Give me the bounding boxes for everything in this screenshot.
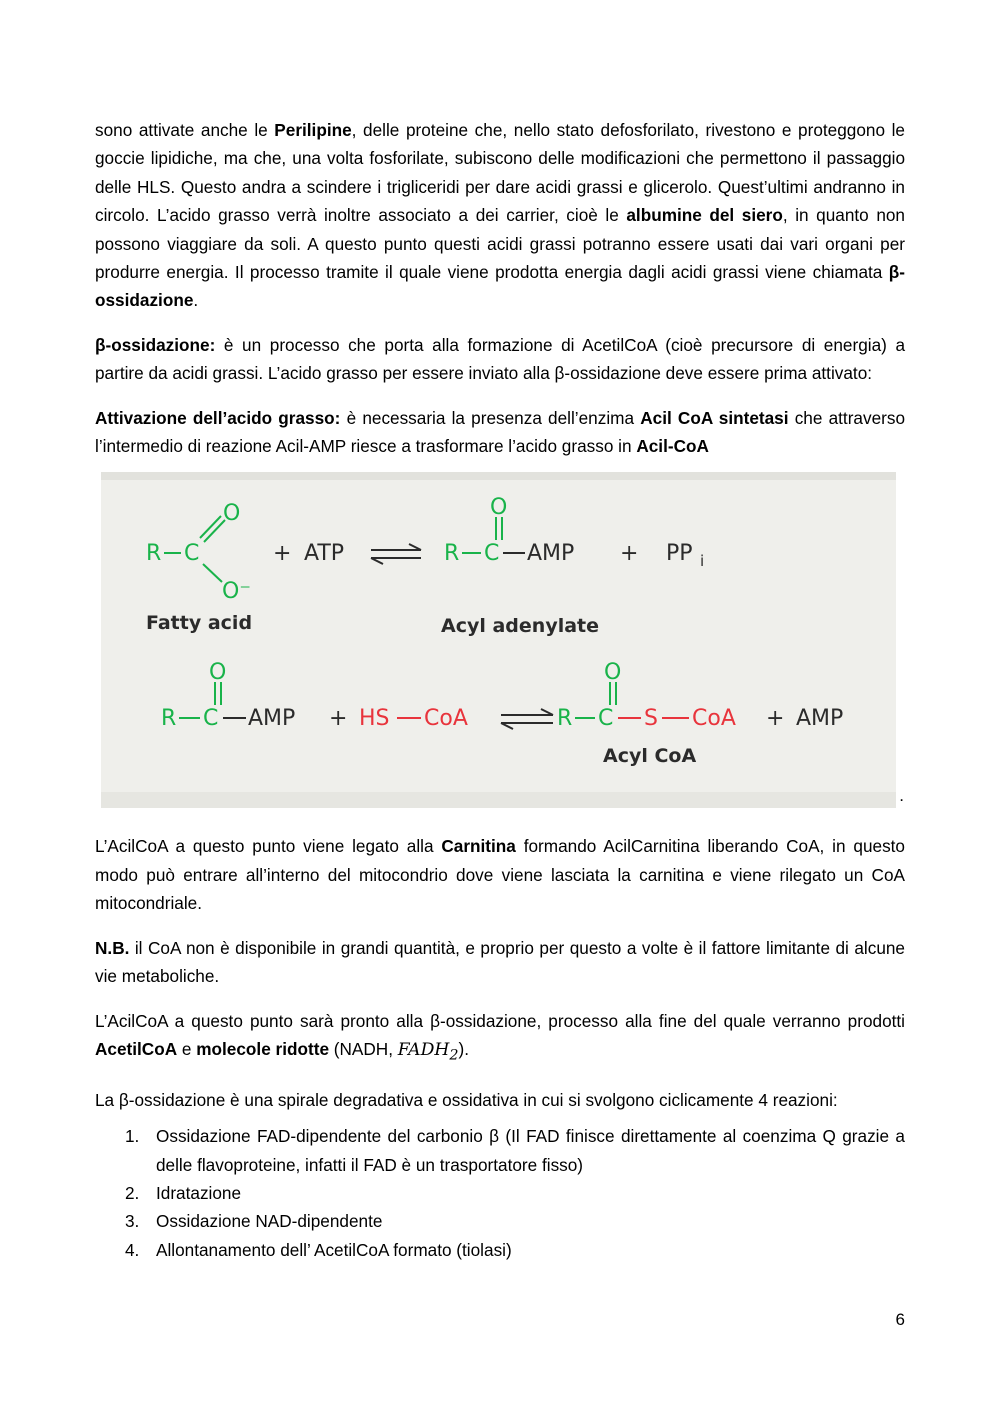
bold-term: Carnitina bbox=[441, 836, 516, 857]
trailing-dot: . bbox=[899, 786, 904, 806]
text: è necessaria la presenza dell’enzima bbox=[340, 407, 641, 428]
bold-term: N.B. bbox=[95, 937, 130, 958]
r1-plus: + bbox=[273, 541, 292, 567]
list-item bbox=[95, 1122, 905, 1179]
math-fadh bbox=[397, 1039, 459, 1064]
r2-O: O bbox=[209, 660, 227, 686]
r1-amp: AMP bbox=[527, 541, 575, 567]
label-fatty-acid: Fatty acid bbox=[146, 612, 253, 635]
r1-R2: R bbox=[444, 541, 460, 567]
r2-coa: CoA bbox=[424, 706, 468, 732]
text: è un processo che porta alla formazione di AcetilCoA (cioè precursore di energia) a partire da acidi grassi. L’acido grasso per essere inviato alla β-ossidazione deve essere prima attivato: bbox=[95, 334, 905, 384]
text: il CoA non è disponibile in grandi quantità, e proprio per questo a volte è il fattore limitante di alcune vie metaboliche. bbox=[95, 937, 905, 987]
text: che attraverso l’intermedio di reazione Acil-AMP riesce a trasformare l’acido grasso in bbox=[95, 407, 906, 457]
paragraph-spirale bbox=[95, 1086, 905, 1114]
r2-plus2: + bbox=[766, 706, 785, 732]
paragraph-attivazione bbox=[95, 404, 905, 461]
bold-term: molecole ridotte bbox=[196, 1038, 329, 1059]
label-acyl-coa: Acyl CoA bbox=[603, 745, 697, 768]
bold-term: AcetilCoA bbox=[95, 1038, 178, 1059]
r2-R2: R bbox=[557, 706, 573, 732]
r2-C: C bbox=[203, 706, 219, 732]
r2-amp2: AMP bbox=[796, 706, 844, 732]
text: sono attivate anche le bbox=[95, 120, 275, 140]
list-item bbox=[95, 1179, 905, 1207]
r1-R: R bbox=[146, 541, 162, 567]
reaction-figure bbox=[101, 472, 904, 808]
bold-term: Acil CoA sintetasi bbox=[640, 407, 789, 428]
r1-O2: O bbox=[490, 495, 508, 521]
list-text: Idratazione bbox=[156, 1182, 242, 1203]
page-number: 6 bbox=[895, 1310, 905, 1329]
r2-plus: + bbox=[329, 706, 348, 732]
r2-O2: O bbox=[604, 660, 622, 686]
r1-O-minus: O⁻ bbox=[222, 579, 251, 605]
r1-C2: C bbox=[484, 541, 500, 567]
text: formando AcilCarnitina liberando CoA, in questo modo può entrare all’interno del mitocondrio dove viene lasciata la carnitina e viene rilegato un CoA mitocondriale. bbox=[95, 836, 905, 914]
list-text: Ossidazione NAD-dipendente bbox=[156, 1211, 383, 1232]
list-number: 3. bbox=[125, 1211, 140, 1232]
r2-amp: AMP bbox=[248, 706, 296, 732]
paragraph-nb bbox=[95, 934, 905, 991]
text: e bbox=[177, 1038, 197, 1059]
text: , delle proteine che, nello stato defosforilato, rivestono e proteggono le goccie lipidiche, ma che, una volta fosforilate, subiscono delle modificazioni che permettono il passaggio delle HLS. Questo andra a scindere i trigliceridi per dare acidi grassi e glicerolo. Quest’ultimi andranno in circolo. L’acido grasso verrà inoltre associato a dei carrier, cioè le bbox=[95, 120, 905, 226]
r1-plus2: + bbox=[620, 541, 639, 567]
text: , in quanto non possono viaggiare da soli. A questo punto questi acidi grassi potranno essere usati dai vari organi per produrre energia. Il processo tramite il quale viene prodotta energia dagli acidi grassi viene chiamata bbox=[95, 205, 905, 283]
text: L’AcilCoA a questo punto viene legato alla bbox=[95, 836, 442, 857]
list-item bbox=[95, 1207, 905, 1235]
list-item bbox=[95, 1236, 905, 1264]
text: ). bbox=[458, 1038, 469, 1059]
paragraph-perilipine bbox=[95, 116, 905, 315]
bold-term: Perilipine bbox=[274, 120, 352, 140]
list-text: Allontanamento dell’ AcetilCoA formato (tiolasi) bbox=[156, 1239, 512, 1260]
text: L’AcilCoA a questo punto sarà pronto alla β-ossidazione, processo alla fine del quale verranno prodotti bbox=[95, 1010, 905, 1031]
text: . bbox=[193, 290, 199, 311]
label-acyl-adenylate: Acyl adenylate bbox=[441, 615, 600, 638]
r1-ppi-sub: i bbox=[700, 552, 705, 571]
r1-ppi: PP bbox=[666, 541, 693, 567]
text: La β-ossidazione è una spirale degradativa e ossidativa in cui si svolgono ciclicamente 4 reazioni: bbox=[95, 1089, 838, 1110]
list-number: 4. bbox=[125, 1239, 140, 1260]
list-number: 1. bbox=[125, 1126, 140, 1147]
bold-term: β-ossidazione: bbox=[95, 334, 216, 355]
reaction-steps-list bbox=[95, 1122, 905, 1264]
text: (NADH, bbox=[329, 1038, 398, 1059]
r1-O-top: O bbox=[223, 501, 241, 527]
bold-term: Acil-CoA bbox=[636, 436, 709, 457]
math-subscript: 2 bbox=[449, 1047, 459, 1064]
list-number: 2. bbox=[125, 1182, 140, 1203]
r2-hs: HS bbox=[359, 706, 390, 732]
r2-R: R bbox=[161, 706, 177, 732]
r2-C2: C bbox=[598, 706, 614, 732]
bold-term: albumine del siero bbox=[626, 205, 783, 226]
r2-S: S bbox=[644, 706, 658, 732]
r1-C: C bbox=[184, 541, 200, 567]
reaction-scheme bbox=[101, 472, 896, 808]
document-page bbox=[95, 116, 905, 1264]
r1-atp: ATP bbox=[304, 541, 345, 567]
bold-term: Attivazione dell’acido grasso: bbox=[95, 407, 341, 428]
list-text: Ossidazione FAD-dipendente del carbonio β (Il FAD finisce direttamente al coenzima Q grazie a delle flavoproteine, infatti il FAD è un trasportatore fisso) bbox=[156, 1126, 905, 1175]
bold-term: β-ossidazione bbox=[95, 262, 905, 311]
scan-background bbox=[101, 472, 896, 808]
math-base: FADH bbox=[397, 1039, 450, 1060]
paragraph-acilcoa bbox=[95, 1007, 905, 1070]
r2-coa2: CoA bbox=[692, 706, 736, 732]
paragraph-beta-ossidazione bbox=[95, 331, 905, 388]
paragraph-carnitina bbox=[95, 832, 905, 917]
